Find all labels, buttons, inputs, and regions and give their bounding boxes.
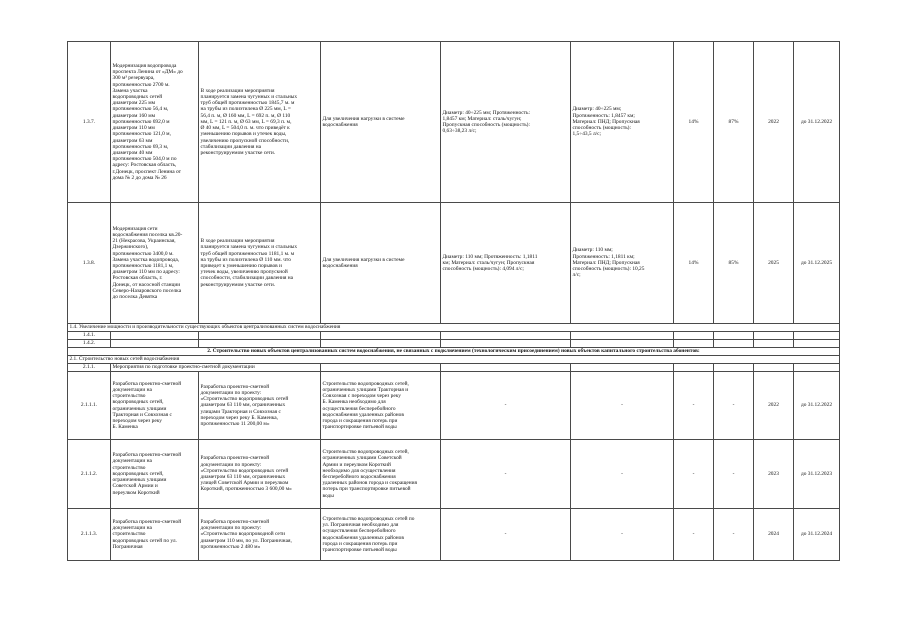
table-row — [68, 372, 840, 440]
section-title: 1.4. Увеличение мощности и производительности существующих объектов централизованных систем водоснабжения — [68, 324, 840, 332]
measure-description: В ходе реализации мероприятия планируется замена чугунных и стальных труб общей протяженностью 1845,7 м. м на трубы из полиэтилена Ø 225 мм, L = 56,4 п. м, Ø 160 мм, L = 692 п. м, Ø 110 мм, L = 121 п. м, Ø 63 мм, L = 69,3 п. м, Ø 40 мм, L = 504,0 п. м. что приведёт к уменьшению порывов и утечек воды, увеличению пропускной способности, стабилизации давления на реконструируемом участке сети. — [199, 42, 321, 203]
row-number: 2.1.1. — [68, 364, 111, 372]
measure-name: Разработка проектно-сметной документации на строительство водопроводных сетей, ограниченных улицами Советской Армии и переулком Короткий — [111, 440, 199, 509]
percent-value-1: - — [674, 440, 714, 509]
measure-name: Модернизация сети водоснабжения поселка кв.20- 21 (Некрасова, Украинская, Дзержинского), протяженностью 3400,0 м. Замена участка водопровода, протяженностью 1181,1 м, диаметром 110 мм по адресу: Ростовская область, г. Донецк, от насосной станции Северо-Назаровского поселка до поселка Девятка — [111, 203, 199, 324]
percent-value-2: - — [714, 372, 754, 440]
measure-description: В ходе реализации мероприятия планируется замена чугунных и стальных труб общей протяженностью 1181,1 м. м на трубы из полиэтилена Ø 110 мм. что приведет к уменьшению порывов и утечек воды, увеличению пропускной способности, стабилизации давления на реконструируемом участке сети. — [199, 203, 321, 324]
measure-description: Разработка проектно-сметной документации по проекту: «Строительство водопроводных сетей диаметром 63 110 мм, ограниченных улицами Тракторная и Совхозная с переходом через реку Б. Каменка, протяженностью 11 200,00 м» — [199, 372, 321, 440]
percent-value-1: 14% — [674, 203, 714, 324]
row-number: 2.1.1.2. — [68, 440, 111, 509]
percent-value-1: - — [674, 509, 714, 561]
table-row — [68, 364, 840, 372]
measure-name: Модернизация водопровода проспекта Ленина от «ДМ» до 300 м³ резервуара, протяженностью 2700 м. Замена участка водопроводных сетей диаметром 225 мм протяженностью 56,4 м, диаметром 160 мм протяженностью 692,0 м диаметром 110 мм протяженностью 121,0 м, диаметром 63 мм протяженностью 69,3 м, диаметром 40 мм протяженностью 504,0 м по адресу: Ростовская область, г.Донецк, проспект Ленина от дома № 2 до дома № 26 — [111, 42, 199, 203]
measure-name: Разработка проектно-сметной документации на строительство водопроводных сетей по ул. Пограничная — [111, 509, 199, 561]
indicator-after: - — [571, 372, 674, 440]
percent-value-1: 14% — [674, 42, 714, 203]
indicator-before: Диаметр: 110 мм; Протяженность: 1,1811 км; Материал: сталь/чугун; Пропускная способность (мощность): 4,094 л/с; — [441, 203, 571, 324]
measure-goal: Строительство водопроводных сетей, ограниченных улицами Тракторная и Совхозная с переходом через реку Б. Каменка необходимо для осуществления бесперебойного водоснабжения удаленных районов города и сокращения потерь при транспортировке питьевой воды — [321, 372, 441, 440]
measure-goal: Для увеличения нагрузки в системе водоснабжения — [321, 42, 441, 203]
indicator-after: Диаметр: 40÷225 мм; Протяженность: 1,8457 км; Материал: ПНД; Пропускная способность (мощность): 1,5÷43,5 л/с; — [571, 42, 674, 203]
section-row — [68, 356, 840, 364]
measure-name: Разработка проектно-сметной документации на строительство водопроводных сетей, ограниченных улицами Тракторная и Совхозная с переходом через реку Б. Каменка — [111, 372, 199, 440]
table-row — [68, 440, 840, 509]
measure-goal: Строительство водопроводных сетей по ул. Пограничная необходимо для осуществления бесперебойного водоснабжения удаленных районов города и сокращения потерь при транспортировке питьевой воды — [321, 509, 441, 561]
year: 2022 — [754, 42, 794, 203]
row-number: 1.4.2. — [68, 340, 111, 348]
row-number: 1.3.7. — [68, 42, 111, 203]
section-title: 2. Строительство новых объектов централизованных систем водоснабжения, не связанных с подключением (технологическим присоединением) новых объектов капитального строительства абонентов: — [68, 348, 840, 356]
investment-program-table — [67, 41, 840, 561]
deadline: до 31.12.2023 — [794, 440, 840, 509]
indicator-after: Диаметр: 110 мм; Протяженность: 1,1811 км; Материал: ПНД; Пропускная способность (мощность): 10,25 л/с; — [571, 203, 674, 324]
table-row — [68, 509, 840, 561]
subsection-title: 2.1. Строительство новых сетей водоснабжения — [68, 356, 840, 364]
indicator-after: - — [571, 509, 674, 561]
row-number: 2.1.1.1. — [68, 372, 111, 440]
section-row — [68, 348, 840, 356]
measure-description: Разработка проектно-сметной документации по проекту: «Строительство водопроводных сетей диаметром 63 110 мм, ограниченных улицей Советской Армии и переулком Короткий, протяженностью 3 600,00 м» — [199, 440, 321, 509]
deadline: до 31.12.2024 — [794, 509, 840, 561]
percent-value-2: - — [714, 440, 754, 509]
indicator-before: - — [441, 440, 571, 509]
table-row — [68, 42, 840, 203]
percent-value-2: 85% — [714, 203, 754, 324]
measure-goal: Строительство водопроводных сетей, ограниченных улицами Советской Армии и переулком Короткий необходимо для осуществления бесперебойного водоснабжения удаленных районов города и сокращения потерь при транспортировке питьевой воды — [321, 440, 441, 509]
measure-description: Разработка проектно-сметной документации по проекту: «Строительство водопроводной сети диаметром 110 мм, по ул. Пограничная, протяженностью 2 480 м» — [199, 509, 321, 561]
deadline: до 31.12.2025 — [794, 203, 840, 324]
row-title: Мероприятия по подготовке проектно-сметной документации — [111, 364, 321, 372]
row-number: 1.3.8. — [68, 203, 111, 324]
indicator-before: - — [441, 372, 571, 440]
percent-value-2: - — [714, 509, 754, 561]
indicator-before: Диаметр: 40÷225 мм; Протяженность: 1,8457 км; Материал: сталь/чугун; Пропускная способность (мощность): 0,63÷38,23 л/с; — [441, 42, 571, 203]
year: 2024 — [754, 509, 794, 561]
year: 2022 — [754, 372, 794, 440]
row-number: 1.4.1. — [68, 332, 111, 340]
table-row — [68, 203, 840, 324]
row-number: 2.1.1.3. — [68, 509, 111, 561]
year: 2025 — [754, 203, 794, 324]
table-row — [68, 332, 840, 340]
percent-value-1: - — [674, 372, 714, 440]
measure-goal: Для увеличения нагрузки в системе водоснабжения — [321, 203, 441, 324]
table-row — [68, 340, 840, 348]
deadline: до 31.12.2022 — [794, 372, 840, 440]
year: 2023 — [754, 440, 794, 509]
indicator-after: - — [571, 440, 674, 509]
deadline: до 31.12.2022 — [794, 42, 840, 203]
section-row — [68, 324, 840, 332]
indicator-before: - — [441, 509, 571, 561]
percent-value-2: 87% — [714, 42, 754, 203]
